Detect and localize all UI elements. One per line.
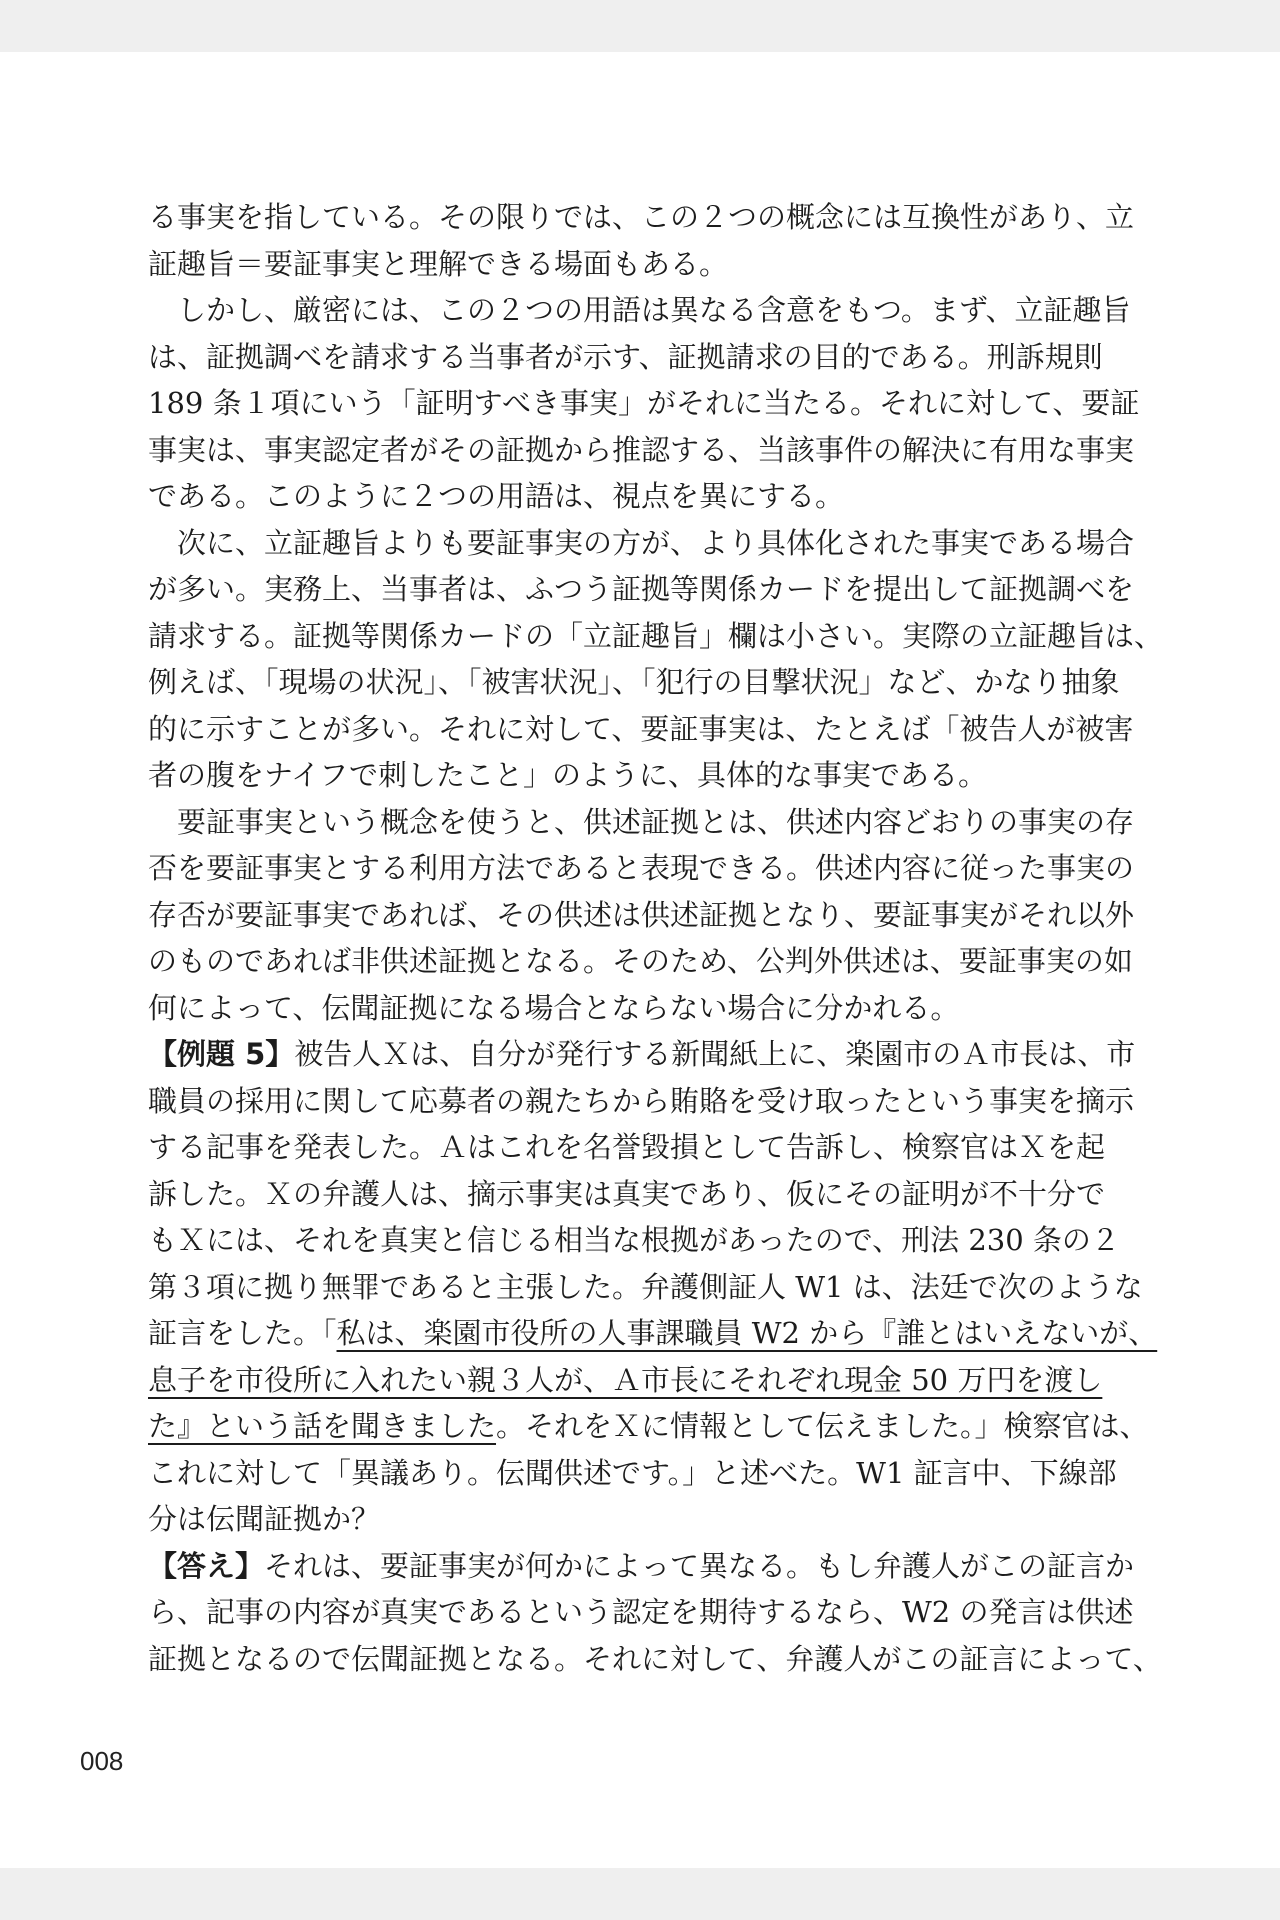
example-line: する記事を発表した。Ａはこれを名誉毀損として告訴し、検察官はＸを起: [148, 1130, 1106, 1164]
text-line: 次に、立証趣旨よりも要証事実の方が、より具体化された事実である場合: [148, 525, 1135, 560]
underlined-testimony: 息子を市役所に入れたい親３人が、Ａ市長にそれぞれ現金 50 万円を渡し: [148, 1362, 1103, 1397]
text-line: 事実は、事実認定者がその証拠から推認する、当該事件の解決に有用な事実: [148, 432, 1135, 467]
text-line: しかし、厳密には、この２つの用語は異なる含意をもつ。まず、立証趣旨: [148, 293, 1131, 327]
text-line: る事実を指している。その限りでは、この２つの概念には互換性があり、立: [148, 200, 1135, 234]
example-line: 第３項に拠り無罪であると主張した。弁護側証人 W1 は、法廷で次のような: [148, 1269, 1143, 1304]
answer-line: ら、記事の内容が真実であるという認定を期待するなら、W2 の発言は供述: [148, 1595, 1134, 1629]
text-line: は、証拠調べを請求する当事者が示す、証拠請求の目的である。刑訴規則: [148, 339, 1103, 374]
book-page: [0, 52, 1280, 1868]
text-line: 例えば、「現場の状況」、「被害状況」、「犯行の目撃状況」など、かなり抽象: [148, 665, 1120, 699]
example-line: 訴した。Ｘの弁護人は、摘示事実は真実であり、仮にその証明が不十分で: [148, 1176, 1106, 1211]
text-line: 証趣旨＝要証事実と理解できる場面もある。: [148, 246, 729, 281]
answer-heading: 【答え】: [148, 1548, 265, 1583]
viewer-top-bar: [0, 0, 1280, 52]
text-line: 要証事実という概念を使うと、供述証拠とは、供述内容どおりの事実の存: [148, 804, 1135, 839]
text-line: のものであれば非供述証拠となる。そのため、公判外供述は、要証事実の如: [148, 944, 1133, 978]
text-line: が多い。実務上、当事者は、ふつう証拠等関係カードを提出して証拠調べを: [148, 572, 1135, 606]
text-line: 請求する。証拠等関係カードの「立証趣旨」欄は小さい。実際の立証趣旨は、: [148, 618, 1164, 653]
text-line: 存否が要証事実であれば、その供述は供述証拠となり、要証事実がそれ以外: [148, 897, 1135, 932]
text-line: 189 条１項にいう「証明すべき事実」がそれに当たる。それに対して、要証: [148, 386, 1140, 420]
page-number: 008: [80, 1746, 124, 1776]
example-heading: 【例題 5】: [148, 1037, 295, 1071]
underlined-testimony: 私は、楽園市役所の人事課職員 W2 から『誰とはいえないが、: [336, 1316, 1158, 1350]
example-text: 被告人Ｘは、自分が発行する新聞紙上に、楽園市のＡ市長は、市: [294, 1037, 1136, 1071]
text-line: 者の腹をナイフで刺したこと」のように、具体的な事実である。: [148, 758, 987, 792]
text-line: 否を要証事実とする利用方法であると表現できる。供述内容に従った事実の: [148, 851, 1135, 885]
answer-first-line: [148, 1543, 1135, 1590]
example-line: [148, 1403, 1149, 1450]
viewer-bottom-bar: [0, 1868, 1280, 1920]
text-line: である。このように２つの用語は、視点を異にする。: [148, 479, 845, 513]
example-line: もＸには、それを真実と信じる相当な根拠があったので、刑法 230 条の２: [148, 1223, 1120, 1257]
answer-line: 証拠となるので伝聞証拠となる。それに対して、弁護人がこの証言によって、: [148, 1641, 1162, 1676]
text-line: 的に示すことが多い。それに対して、要証事実は、たとえば「被告人が被害: [148, 711, 1134, 746]
example-line: [148, 1357, 1104, 1404]
example-first-line: [148, 1031, 1136, 1078]
example-line: [148, 1310, 1158, 1357]
example-text: 証言をした。「: [148, 1316, 337, 1350]
example-line: これに対して「異議あり。伝聞供述です。」と述べた。W1 証言中、下線部: [148, 1455, 1117, 1490]
body-text: [148, 194, 1164, 1682]
example-line: 職員の採用に関して応募者の親たちから賄賂を受け取ったという事実を摘示: [148, 1083, 1135, 1118]
answer-text: それは、要証事実が何かによって異なる。もし弁護人がこの証言か: [264, 1548, 1135, 1583]
underlined-testimony: た』という話を聞きました: [148, 1409, 497, 1443]
example-text: 。それをＸに情報として伝えました。」検察官は、: [496, 1409, 1149, 1443]
text-line: 何によって、伝聞証拠になる場合とならない場合に分かれる。: [148, 990, 960, 1025]
example-line: 分は伝聞証拠か？: [148, 1502, 381, 1536]
